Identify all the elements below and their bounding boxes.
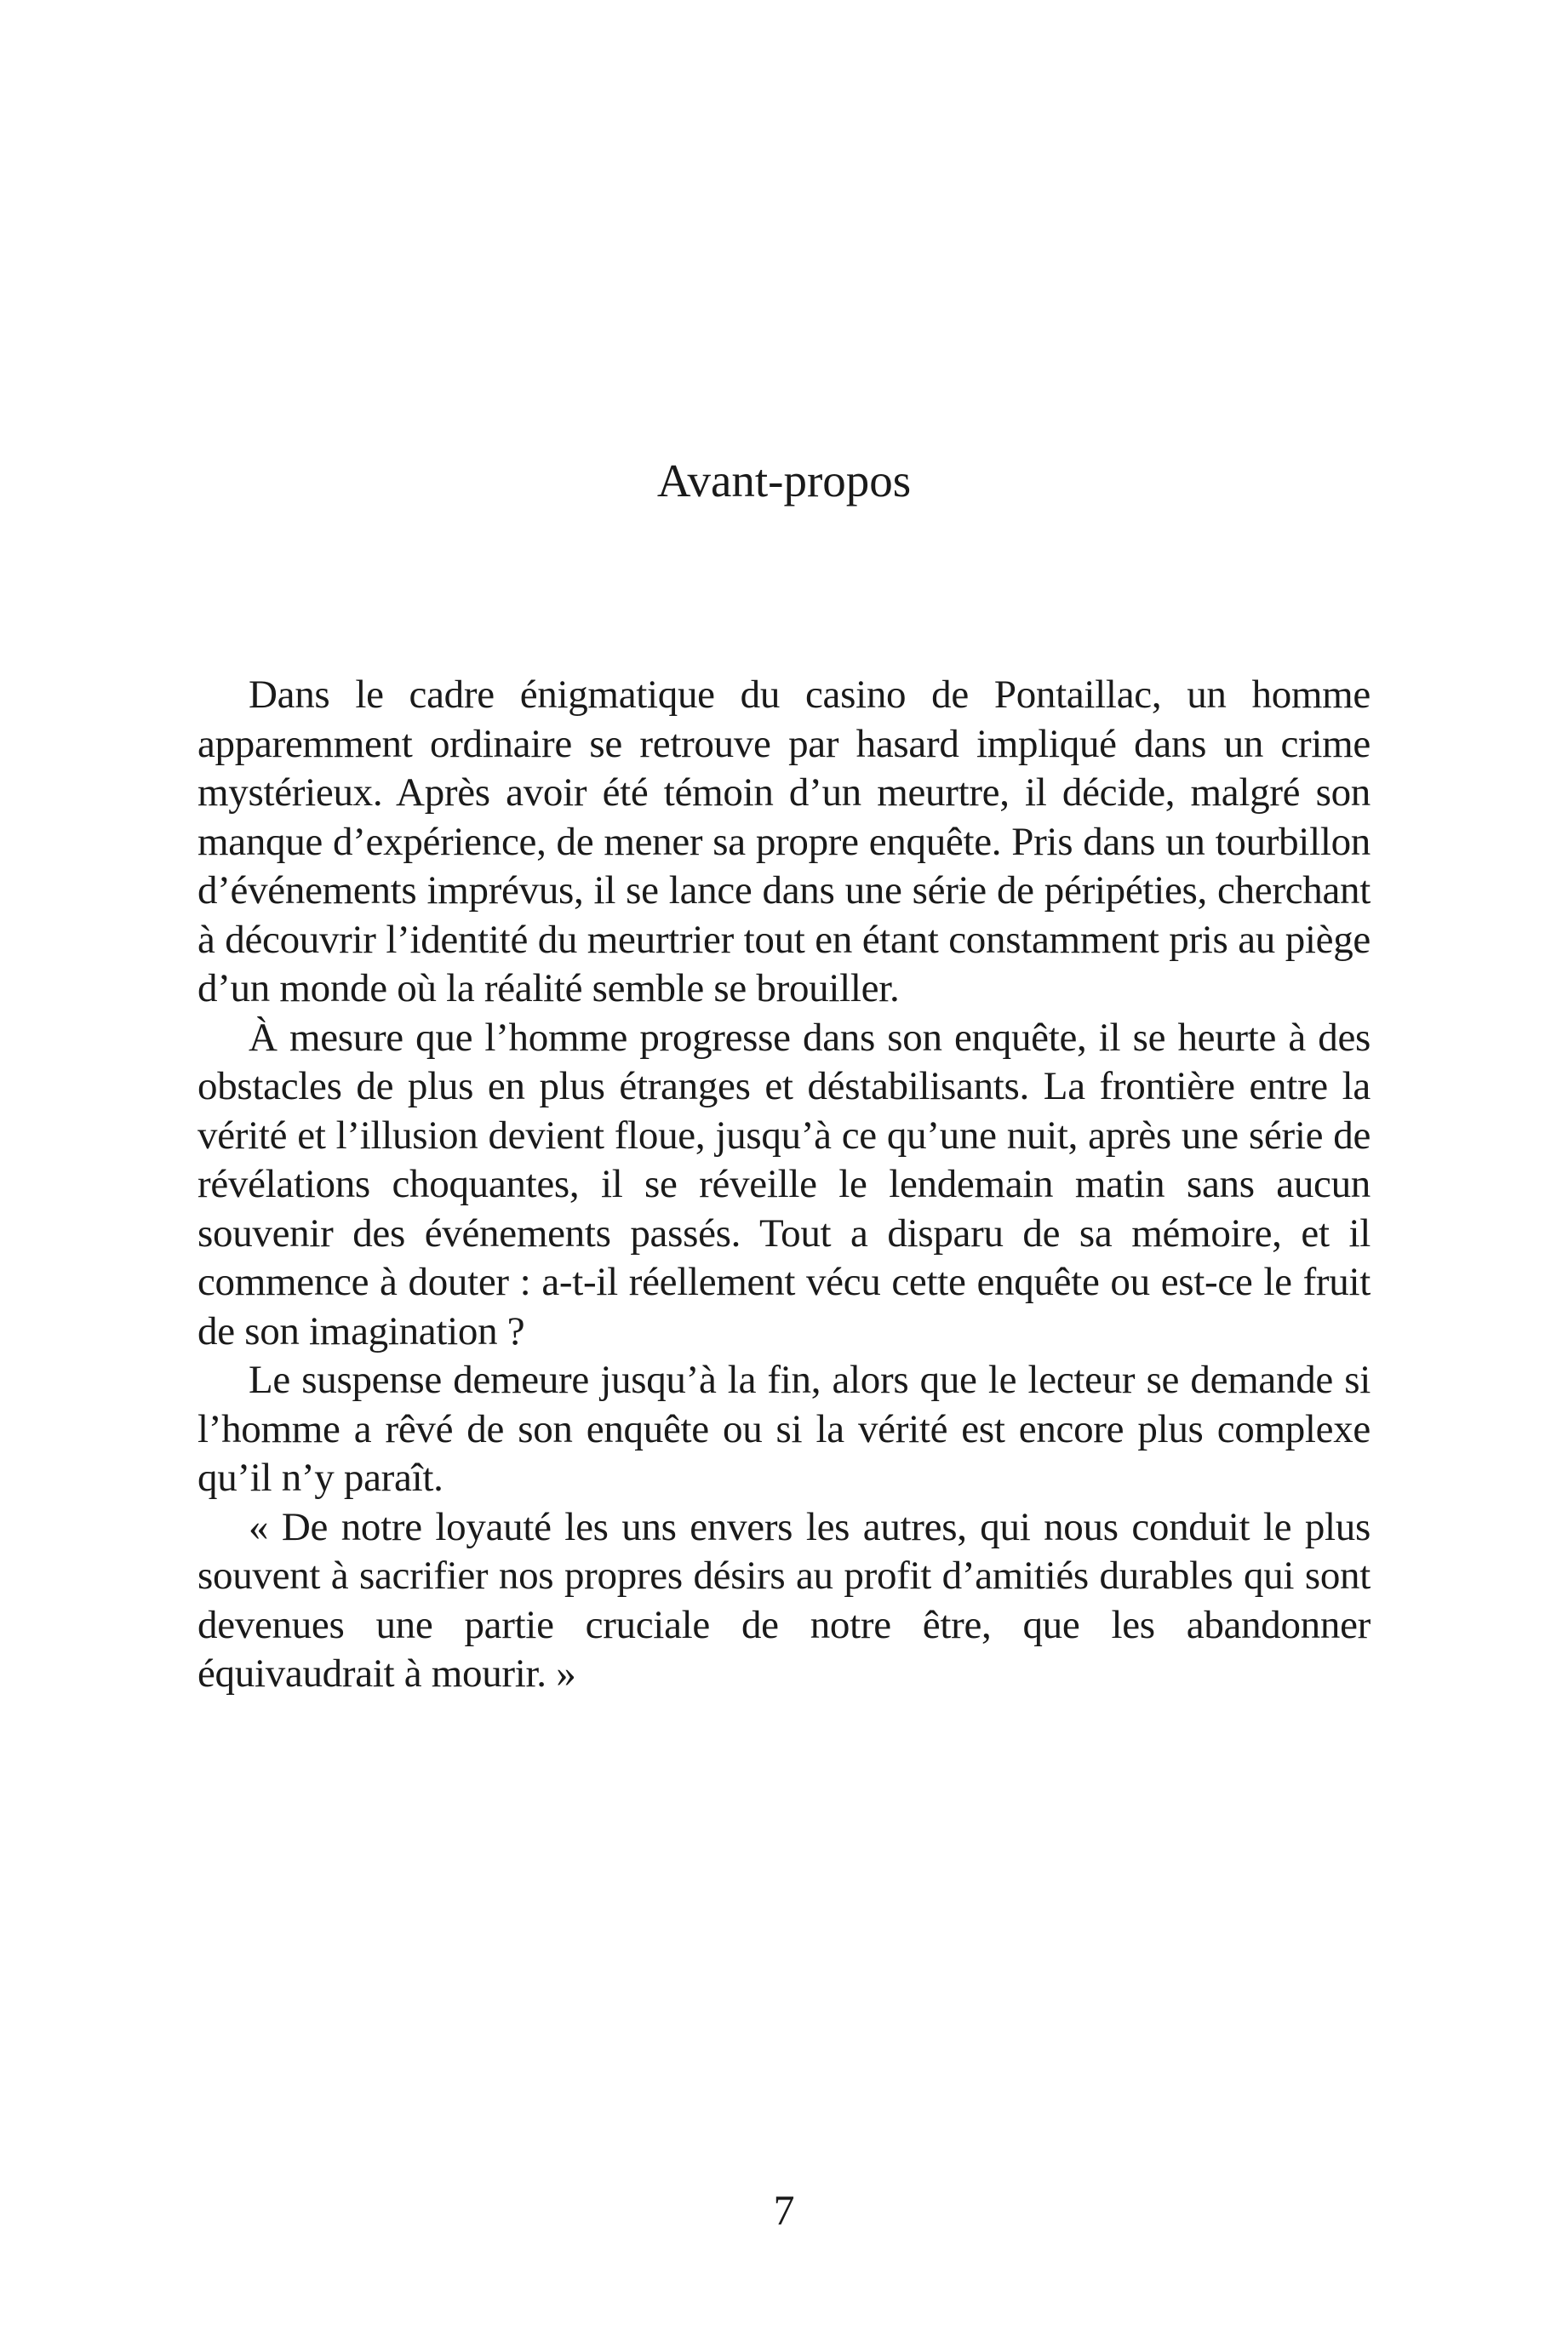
paragraph-2: À mesure que l’homme progresse dans son enquête, il se heurte à des obstacles de plus en plus étranges et déstabilisants. La frontière entre la vérité et l’illusion devient floue, jusqu’à ce qu’une nuit, après une série de révélations choquantes, il se réveille le lendemain matin sans aucun souvenir des événements passés. Tout a disparu de sa mémoire, et il commence à douter : a-t-il réellement vécu cette enquête ou est-ce le fruit de son imagination ?	[197, 1015, 1371, 1353]
body-text	[197, 671, 1371, 1699]
paragraph-3: Le suspense demeure jusqu’à la fin, alors que le lecteur se demande si l’homme a rêvé de son enquête ou si la vérité est encore plus complexe qu’il n’y paraît.	[197, 1358, 1371, 1500]
paragraph-1: Dans le cadre énigmatique du casino de Pontaillac, un homme apparemment ordinaire se retrouve par hasard impliqué dans un crime mystérieux. Après avoir été témoin d’un meurtre, il décide, malgré son manque d’expérience, de mener sa propre enquête. Pris dans un tourbillon d’événements imprévus, il se lance dans une série de péripéties, cherchant à découvrir l’identité du meurtrier tout en étant constamment pris au piège d’un monde où la réalité semble se brouiller.	[197, 672, 1371, 1010]
page-title: Avant-propos	[656, 455, 912, 506]
page-number: 7	[773, 2186, 795, 2234]
paragraph-4-quote: « De notre loyauté les uns envers les autres, qui nous conduit le plus souvent à sacrifier nos propres désirs au profit d’amitiés durables qui sont devenues une partie cruciale de notre être, que les abandonner équivaudrait à mourir. »	[197, 1504, 1371, 1696]
